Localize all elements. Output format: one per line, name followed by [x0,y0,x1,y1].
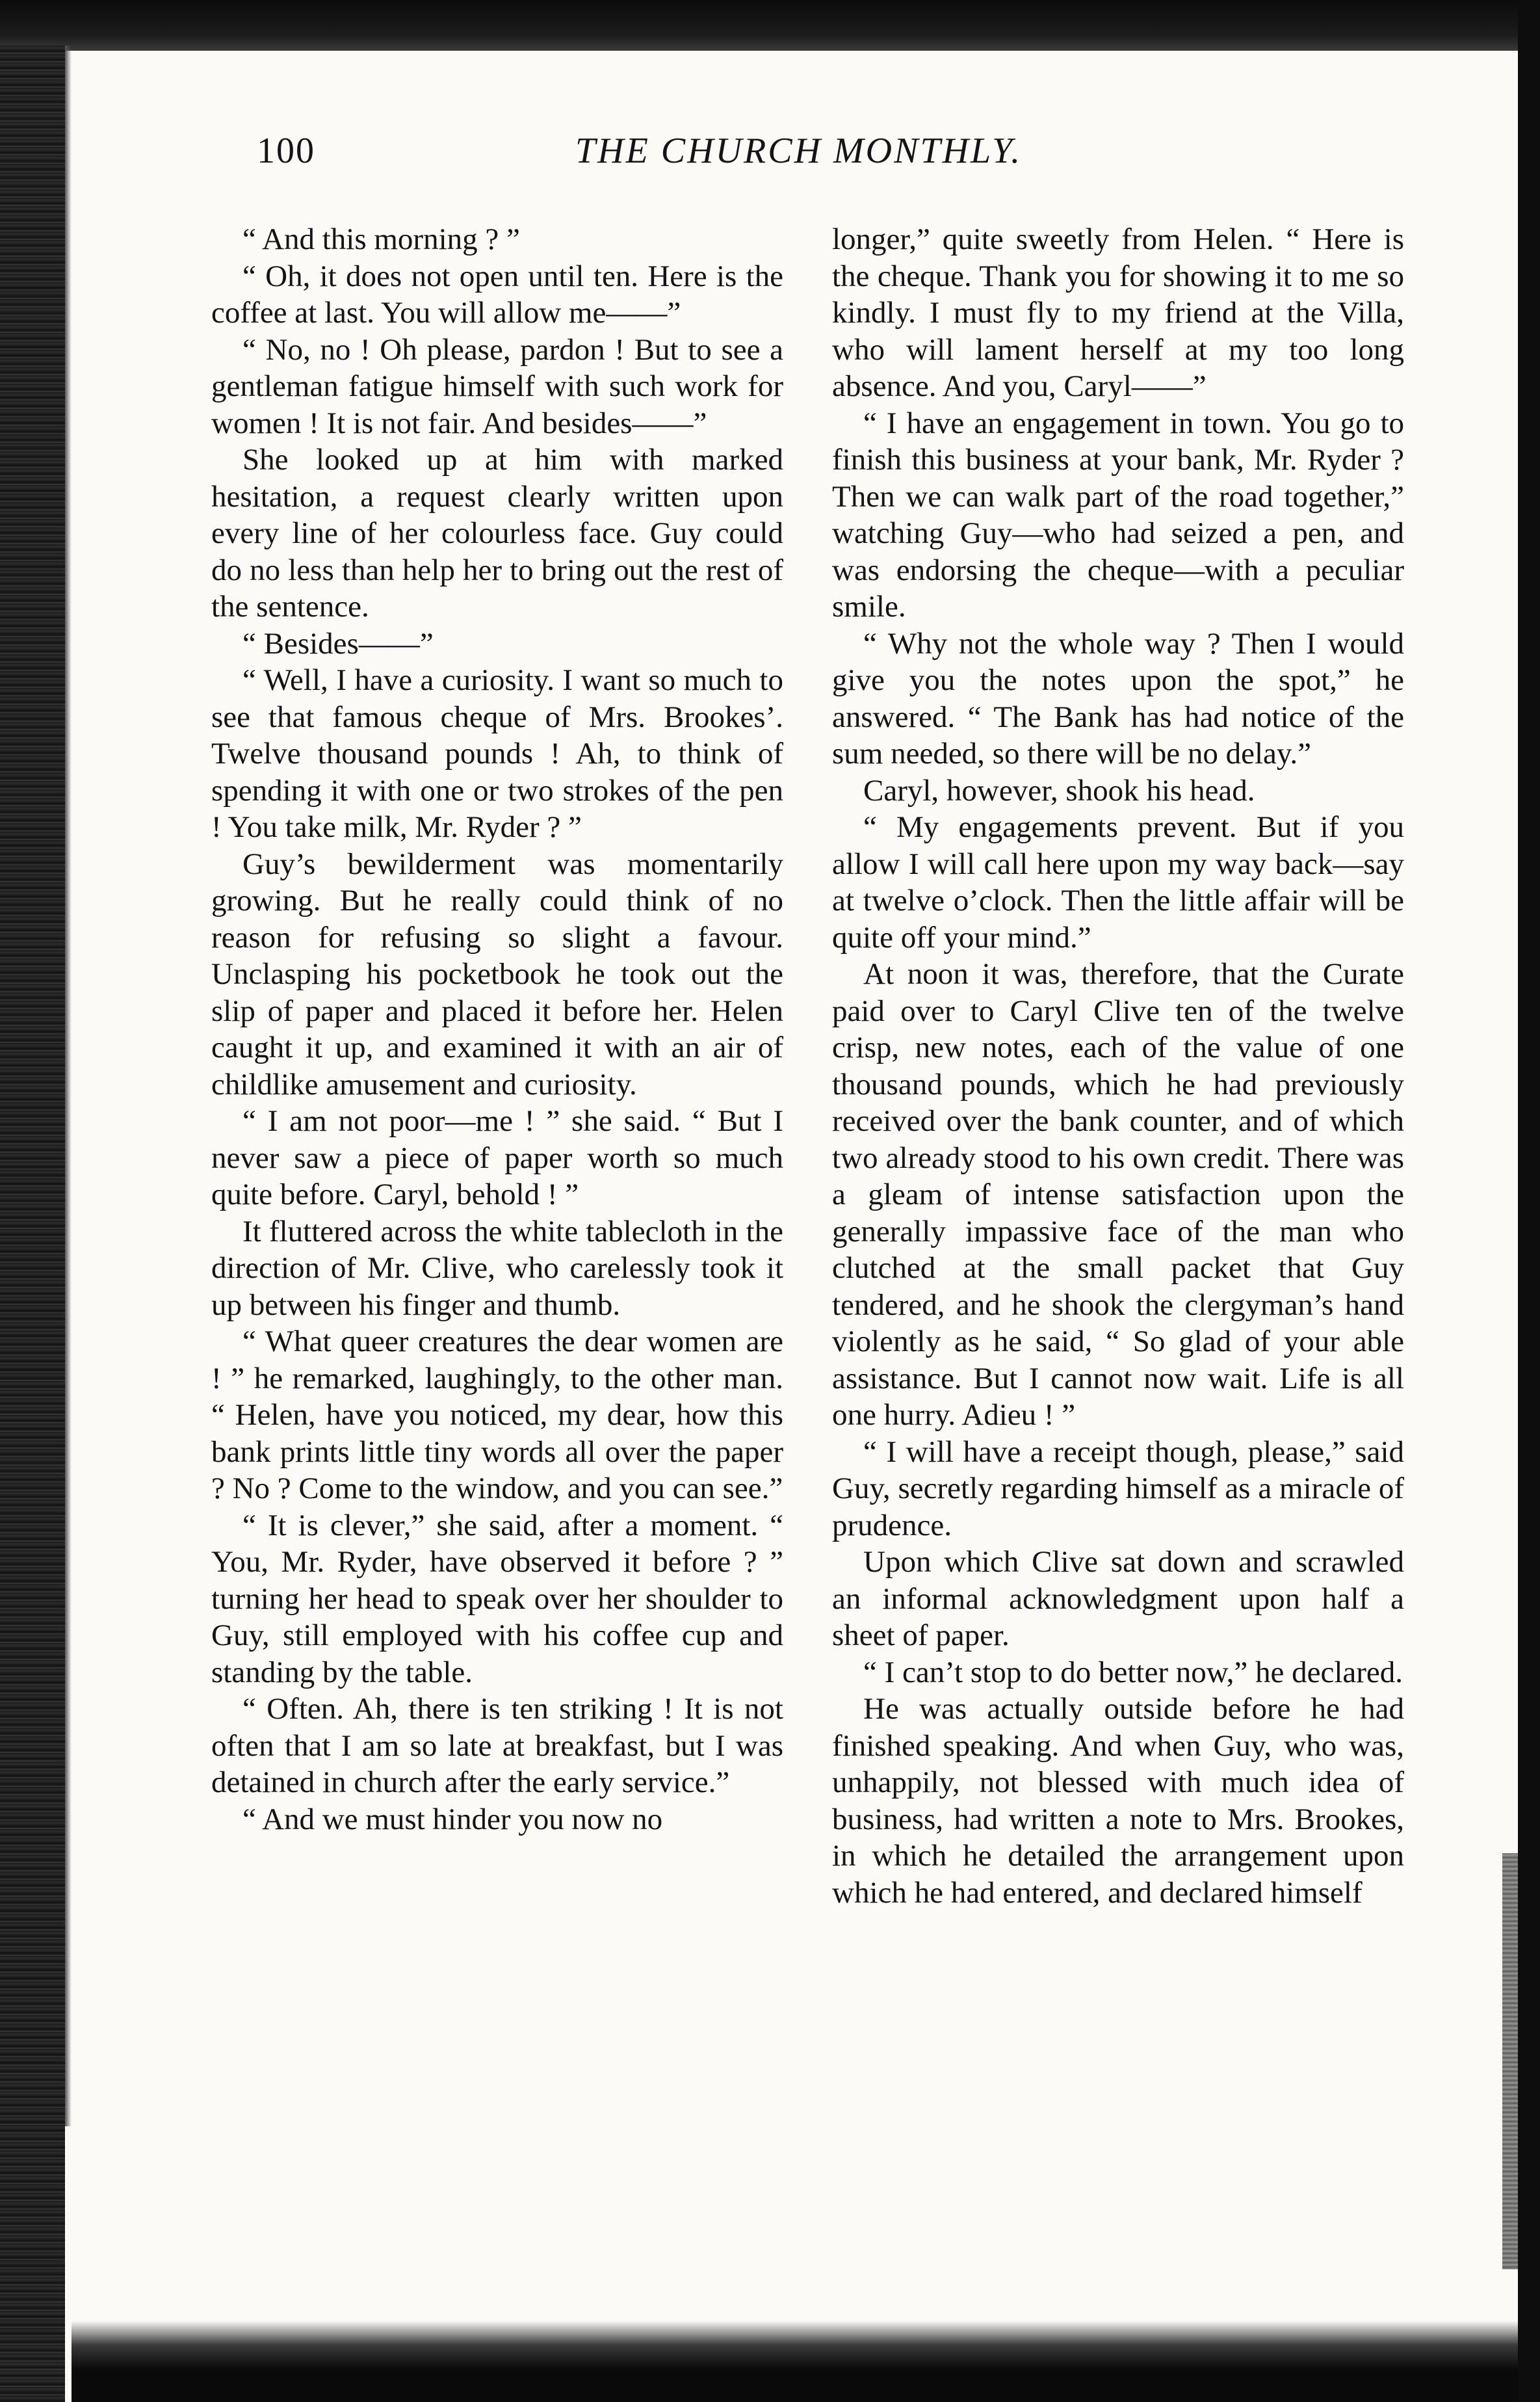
text-column-left [211,221,783,1838]
paragraph: “ What queer creatures the dear women are ! ” he remarked, laughingly, to the other man. “ Helen, have you noticed, my dear, how this bank prints little tiny words all over the paper ? No ? Come to the window, and you can see.” [211,1325,783,1505]
scan-shadow-left [65,46,72,2126]
paragraph: Guy’s bewilderment was momentarily growing. But he really could think of no reason for refusing so slight a favour. Unclasping his pocketbook he took out the slip of paper and placed it before her. Helen caught it up, and examined it with an air of childlike amusement and curiosity. [211,847,783,1102]
page-header [257,130,1459,189]
paragraph-continued: longer,” quite sweetly from Helen. “ Here is the cheque. Thank you for showing it to me so kindly. I must fly to my friend at the Villa, who will lament herself at my too long absence. And you, Caryl——” [832,222,1404,403]
paragraph: “ And this morning ? ” [242,222,520,256]
scan-border-left [0,46,65,2402]
paragraph: “ No, no ! Oh please, pardon ! But to see a gentleman fatigue himself with such work for women ! It is not fair. And besides——” [211,332,783,440]
paragraph: Upon which Clive sat down and scrawled an informal acknowledgment upon half a sheet of paper. [832,1545,1404,1652]
paragraph: “ Oh, it does not open until ten. Here is the coffee at last. You will allow me——” [211,259,783,330]
paragraph: “ Besides——” [242,626,434,661]
paragraph: Caryl, however, shook his head. [863,773,1255,808]
running-head: THE CHURCH MONTHLY. [575,131,1023,171]
paragraph: At noon it was, therefore, that the Curate paid over to Caryl Clive ten of the twelve crisp, new notes, each of the value of one thousand pounds, which he had previously received over the bank counter, and of which two already stood to his own credit. There was a gleam of intense satisfaction upon the generally impassive face of the man who clutched at the small packet that Guy tendered, and he shook the clergyman’s hand violently as he said, “ So glad of your able assistance. But I cannot now wait. Life is all one hurry. Adieu ! ” [832,957,1404,1432]
paragraph: “ I am not poor—me ! ” she said. “ But I never saw a piece of paper worth so much quite before. Caryl, behold ! ” [211,1104,783,1211]
page-number: 100 [257,131,315,171]
scan-texture-right [1502,1853,1518,2269]
paragraph: “ I have an engagement in town. You go to finish this business at your bank, Mr. Ryder ? Then we can walk part of the road together,” watching Guy—who had seized a pen, and was endorsing the cheque—with a peculiar smile. [832,406,1404,624]
paragraph: “ I will have a receipt though, please,” said Guy, secretly regarding himself as a miracle of prudence. [832,1434,1404,1542]
scan-border-right [1518,0,1540,2402]
paragraph: She looked up at him with marked hesitation, a request clearly written upon every line of her colourless face. Guy could do no less than help her to bring out the rest of the sentence. [211,443,783,624]
scan-border-bottom [72,2321,1518,2402]
paragraph: “ And we must hinder you now no [242,1802,663,1836]
paragraph: “ Why not the whole way ? Then I would give you the notes upon the spot,” he answered. “ The Bank has had notice of the sum needed, so there will be no delay.” [832,626,1404,771]
scan-border-top [0,0,1540,51]
paragraph: He was actually outside before he had finished speaking. And when Guy, who was, unhappily, not blessed with much idea of business, had written a note to Mrs. Brookes, in which he detailed the arrangement upon which he had entered, and declared himself [832,1692,1404,1910]
text-column-right [832,221,1404,1911]
paragraph: It fluttered across the white tablecloth in the direction of Mr. Clive, who carelessly took it up between his finger and thumb. [211,1214,783,1322]
paragraph: “ It is clever,” she said, after a moment. “ You, Mr. Ryder, have observed it before ? ” turning her head to speak over her shoulder to Guy, still employed with his coffee cup and standing by the table. [211,1508,783,1689]
paragraph: “ Well, I have a curiosity. I want so much to see that famous cheque of Mrs. Brookes’. Twelve thousand pounds ! Ah, to think of spending it with one or two strokes of the pen ! You take milk, Mr. Ryder ? ” [211,663,783,844]
paragraph: “ I can’t stop to do better now,” he declared. [863,1655,1403,1689]
paragraph: “ My engagements prevent. But if you allow I will call here upon my way back—say at twelve o’clock. Then the little affair will be quite off your mind.” [832,810,1404,955]
paragraph: “ Often. Ah, there is ten striking ! It is not often that I am so late at breakfast, but I was detained in church after the early service.” [211,1692,783,1799]
